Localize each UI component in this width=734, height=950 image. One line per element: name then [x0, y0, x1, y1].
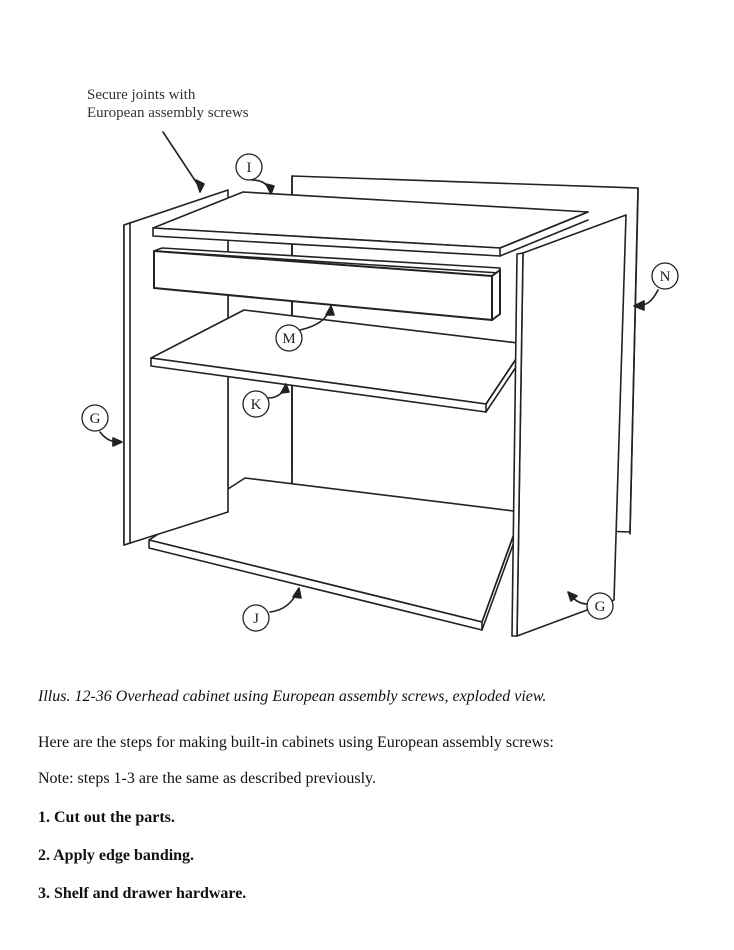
leader-k — [268, 384, 289, 398]
assembly-note — [87, 86, 249, 122]
step-2: 2. Apply edge banding. — [38, 847, 195, 864]
label-g-left-text: G — [89, 411, 101, 427]
label-i — [236, 154, 262, 180]
leader-g-left — [100, 432, 122, 446]
label-g-right — [587, 593, 613, 619]
label-g-left — [82, 405, 108, 431]
leader-i — [252, 180, 274, 194]
note-arrow — [163, 132, 204, 192]
figure-caption: Illus. 12-36 Overhead cabinet using European assembly screws, exploded view. — [38, 688, 547, 705]
step-3: 3. Shelf and drawer hardware. — [38, 885, 247, 902]
step-1: 1. Cut out the parts. — [38, 809, 175, 826]
leader-n — [634, 290, 658, 310]
note-paragraph: Note: steps 1-3 are the same as described previously. — [38, 770, 376, 787]
label-j-text: J — [253, 611, 259, 627]
leader-j — [270, 588, 301, 612]
label-k-text: K — [250, 397, 262, 413]
label-m-text: M — [282, 331, 296, 347]
label-k — [243, 391, 269, 417]
assembly-note-line-2: European assembly screws — [87, 105, 249, 121]
assembly-note-line-1: Secure joints with — [87, 87, 196, 103]
right-side-panel-g — [512, 215, 626, 636]
label-n-text: N — [659, 269, 671, 285]
label-j — [243, 605, 269, 631]
label-g-right-text: G — [594, 599, 606, 615]
label-n — [652, 263, 678, 289]
label-m — [276, 325, 302, 351]
intro-paragraph: Here are the steps for making built-in cabinets using European assembly screws: — [38, 734, 554, 751]
label-i-text: I — [246, 160, 252, 176]
